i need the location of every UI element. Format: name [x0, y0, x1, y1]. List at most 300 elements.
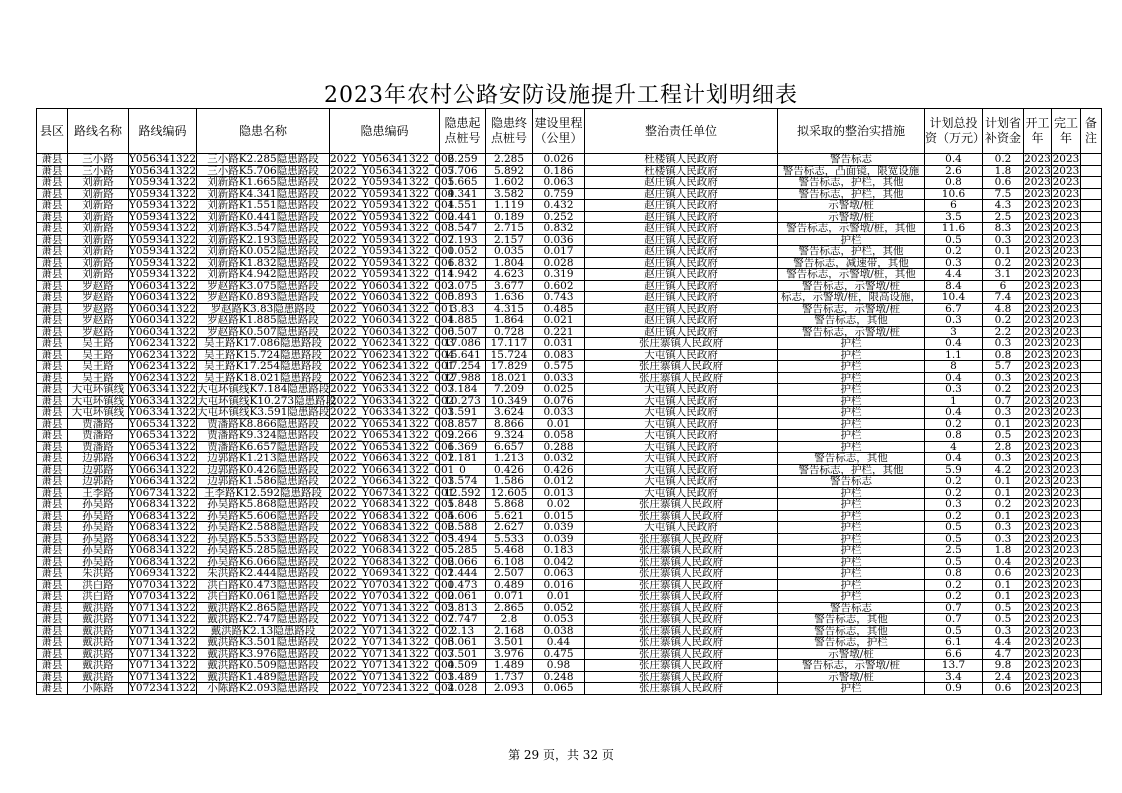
- cell-end-stake: 1.586: [486, 476, 533, 488]
- cell-length-km: 0.053: [533, 614, 585, 626]
- table-row: [37, 487, 1102, 499]
- cell-end-year: 2023: [1052, 601, 1080, 614]
- cell-provincial-subsidy: 0.3: [983, 372, 1024, 384]
- cell-hazard-name: 洪白路K0.473隐患路段: [197, 579, 330, 591]
- cell-remarks: [1081, 683, 1102, 695]
- cell-start-year: 2023: [1024, 256, 1051, 269]
- cell-end-stake: 0.035: [486, 246, 533, 258]
- cell-start-year: 2023: [1024, 509, 1051, 522]
- cell-responsible-unit: 赵庄镇人民政府: [585, 303, 778, 315]
- cell-end-year: 2023: [1052, 256, 1080, 269]
- cell-start-stake: 7.184: [440, 384, 486, 396]
- cell-responsible-unit: 张庄寨镇人民政府: [585, 510, 778, 522]
- cell-measures: 警告标志，护栏，其他: [778, 188, 925, 200]
- cell-end-stake: 2.715: [486, 223, 533, 235]
- cell-total-investment: 0.4: [925, 338, 983, 350]
- cell-county: 萧县: [37, 499, 68, 511]
- cell-route-name: 贾潘路: [68, 418, 129, 430]
- cell-route-name: 王李路: [68, 487, 129, 499]
- cell-provincial-subsidy: 0.1: [983, 418, 1024, 430]
- cell-hazard-name: 三小路K2.285隐患路段: [197, 154, 330, 166]
- cell-route-name: 小陈路: [68, 683, 129, 695]
- cell-route-code: Y071341322: [129, 613, 197, 625]
- cell-responsible-unit: 大屯镇人民政府: [585, 476, 778, 488]
- cell-remarks: [1081, 556, 1102, 568]
- cell-responsible-unit: 张庄寨镇人民政府: [585, 671, 778, 683]
- cell-responsible-unit: 赵庄镇人民政府: [585, 257, 778, 269]
- cell-responsible-unit: 张庄寨镇人民政府: [585, 591, 778, 603]
- cell-remarks: [1081, 418, 1102, 430]
- cell-responsible-unit: 大屯镇人民政府: [585, 487, 778, 499]
- cell-end-year: 2023: [1052, 659, 1080, 671]
- cell-provincial-subsidy: 4.4: [983, 637, 1024, 649]
- table-row: [37, 303, 1102, 315]
- table-row: [37, 177, 1102, 189]
- cell-responsible-unit: 大屯镇人民政府: [585, 430, 778, 442]
- cell-route-code: Y071341322: [129, 670, 197, 683]
- cell-hazard-name: 贾潘路K6.657隐患路段: [197, 441, 330, 453]
- table-row: [37, 372, 1102, 384]
- cell-end-year: 2023: [1052, 590, 1080, 602]
- cell-remarks: [1081, 165, 1102, 177]
- cell-remarks: [1081, 637, 1102, 649]
- cell-responsible-unit: 赵庄镇人民政府: [585, 223, 778, 235]
- cell-provincial-subsidy: 0.5: [983, 614, 1024, 626]
- cell-hazard-name: 大屯环镇线K3.591隐患路段: [197, 406, 330, 418]
- cell-remarks: [1081, 315, 1102, 327]
- cell-length-km: 0.98: [533, 660, 585, 672]
- cell-remarks: [1081, 602, 1102, 614]
- cell-start-year: 2023: [1024, 406, 1051, 418]
- table-row: [37, 269, 1102, 281]
- cell-start-year: 2023: [1024, 348, 1051, 361]
- cell-start-stake: 0.441: [440, 211, 486, 223]
- cell-route-code: Y056341322: [129, 164, 197, 177]
- cell-total-investment: 0.5: [925, 533, 983, 545]
- cell-provincial-subsidy: 7.4: [983, 292, 1024, 304]
- cell-hazard-code: 2022_Y060341322_004: [330, 314, 455, 326]
- cell-county: 萧县: [37, 292, 68, 304]
- cell-total-investment: 6.1: [925, 637, 983, 649]
- cell-end-stake: 0.426: [486, 464, 533, 476]
- cell-responsible-unit: 张庄寨镇人民政府: [585, 533, 778, 545]
- cell-total-investment: 10.4: [925, 292, 983, 304]
- header-remarks: 备注: [1081, 109, 1102, 154]
- cell-end-stake: 5.868: [486, 499, 533, 511]
- cell-measures: 警告标志，其他: [778, 453, 925, 465]
- cell-county: 萧县: [37, 545, 68, 557]
- cell-route-code: Y065341322: [129, 417, 197, 430]
- cell-remarks: [1081, 361, 1102, 373]
- cell-responsible-unit: 赵庄镇人民政府: [585, 177, 778, 189]
- cell-start-stake: 12.592: [440, 487, 486, 499]
- cell-responsible-unit: 张庄寨镇人民政府: [585, 338, 778, 350]
- cell-hazard-name: 罗赵路K3.075隐患路段: [197, 280, 330, 292]
- cell-remarks: [1081, 430, 1102, 442]
- cell-hazard-name: 戴洪路K0.509隐患路段: [197, 660, 330, 672]
- cell-hazard-code: 2022_Y059341322_009: [330, 187, 455, 200]
- cell-total-investment: 11.6: [925, 223, 983, 235]
- cell-hazard-code: 2022_Y059341322_001: [330, 245, 455, 257]
- cell-end-stake: 1.489: [486, 660, 533, 672]
- cell-remarks: [1081, 476, 1102, 488]
- cell-route-code: Y060341322: [129, 279, 197, 292]
- cell-end-year: 2023: [1052, 233, 1080, 246]
- cell-length-km: 0.028: [533, 257, 585, 269]
- cell-responsible-unit: 张庄寨镇人民政府: [585, 625, 778, 637]
- cell-end-stake: 2.507: [486, 568, 533, 580]
- cell-remarks: [1081, 234, 1102, 246]
- cell-measures: 护栏: [778, 579, 925, 591]
- cell-route-name: 罗赵路: [68, 292, 129, 304]
- cell-hazard-name: 吴王路K17.086隐患路段: [197, 338, 330, 350]
- cell-length-km: 0.759: [533, 188, 585, 200]
- table-row: [37, 499, 1102, 511]
- cell-route-code: Y071341322: [129, 659, 197, 671]
- cell-length-km: 0.186: [533, 165, 585, 177]
- cell-responsible-unit: 张庄寨镇人民政府: [585, 499, 778, 511]
- cell-measures: 护栏: [778, 487, 925, 499]
- cell-provincial-subsidy: 0.1: [983, 476, 1024, 488]
- cell-end-year: 2023: [1052, 498, 1080, 510]
- cell-start-year: 2023: [1024, 417, 1051, 430]
- cell-remarks: [1081, 510, 1102, 522]
- cell-end-stake: 2.093: [486, 683, 533, 695]
- cell-start-year: 2023: [1024, 187, 1051, 200]
- cell-route-code: Y068341322: [129, 532, 197, 545]
- cell-length-km: 0.319: [533, 269, 585, 281]
- cell-hazard-code: 2022_Y070341322_001: [330, 578, 455, 591]
- cell-total-investment: 0.5: [925, 556, 983, 568]
- cell-end-stake: 18.021: [486, 372, 533, 384]
- cell-remarks: [1081, 487, 1102, 499]
- cell-hazard-name: 贾潘路K9.324隐患路段: [197, 430, 330, 442]
- cell-hazard-name: 罗赵路K1.885隐患路段: [197, 315, 330, 327]
- cell-length-km: 0.065: [533, 683, 585, 695]
- cell-hazard-name: 大屯环镇线K7.184隐患路段: [197, 383, 330, 395]
- cell-hazard-code: 2022_Y056341322_007: [330, 164, 455, 177]
- header-start-stake: 隐患起点桩号: [440, 109, 486, 154]
- cell-start-year: 2023: [1024, 498, 1051, 510]
- table-row: [37, 637, 1102, 649]
- cell-hazard-code: 2022_Y059341322_006: [330, 256, 455, 269]
- cell-end-stake: 4.315: [486, 303, 533, 315]
- cell-responsible-unit: 张庄寨镇人民政府: [585, 660, 778, 672]
- cell-hazard-code: 2022_Y060341322_001: [330, 302, 455, 315]
- cell-route-code: Y060341322: [129, 325, 197, 338]
- cell-route-code: Y060341322: [129, 302, 197, 315]
- cell-end-year: 2023: [1052, 187, 1080, 200]
- cell-route-name: 边郭路: [68, 476, 129, 488]
- table-row: [37, 660, 1102, 672]
- cell-remarks: [1081, 395, 1102, 407]
- cell-county: 萧县: [37, 591, 68, 603]
- cell-measures: 警告标志，示警墩/桩，其他: [778, 223, 925, 235]
- cell-county: 萧县: [37, 579, 68, 591]
- cell-route-name: 贾潘路: [68, 430, 129, 442]
- cell-measures: 护栏: [778, 349, 925, 361]
- cell-start-year: 2023: [1024, 486, 1051, 499]
- cell-route-name: 贾潘路: [68, 441, 129, 453]
- cell-route-code: Y059341322: [129, 199, 197, 211]
- cell-responsible-unit: 张庄寨镇人民政府: [585, 648, 778, 660]
- cell-route-name: 刘新路: [68, 211, 129, 223]
- cell-end-year: 2023: [1052, 394, 1080, 407]
- cell-end-year: 2023: [1052, 153, 1080, 165]
- cell-measures: 警告标志，凸面镜，限宽设施: [778, 165, 925, 177]
- cell-total-investment: 0.8: [925, 568, 983, 580]
- cell-total-investment: 2.5: [925, 545, 983, 557]
- cell-measures: 示警墩/桩: [778, 671, 925, 683]
- cell-responsible-unit: 赵庄镇人民政府: [585, 211, 778, 223]
- cell-hazard-name: 罗赵路K0.893隐患路段: [197, 292, 330, 304]
- cell-end-stake: 2.168: [486, 625, 533, 637]
- cell-start-stake: 2.193: [440, 234, 486, 246]
- cell-responsible-unit: 杜楼镇人民政府: [585, 165, 778, 177]
- cell-route-name: 三小路: [68, 154, 129, 166]
- cell-start-stake: 6.066: [440, 556, 486, 568]
- cell-end-year: 2023: [1052, 555, 1080, 568]
- cell-hazard-name: 吴王路K17.254隐患路段: [197, 361, 330, 373]
- cell-total-investment: 0.3: [925, 257, 983, 269]
- cell-measures: 护栏: [778, 568, 925, 580]
- cell-route-code: Y056341322: [129, 153, 197, 165]
- cell-start-stake: 3.591: [440, 407, 486, 419]
- cell-end-year: 2023: [1052, 429, 1080, 441]
- cell-hazard-name: 刘新路K2.193隐患路段: [197, 234, 330, 246]
- cell-responsible-unit: 大屯镇人民政府: [585, 453, 778, 465]
- cell-length-km: 0.052: [533, 602, 585, 614]
- cell-start-stake: 2.259: [440, 154, 486, 166]
- cell-county: 萧县: [37, 280, 68, 292]
- cell-responsible-unit: 赵庄镇人民政府: [585, 269, 778, 281]
- cell-route-name: 吴王路: [68, 361, 129, 373]
- cell-start-stake: 10.273: [440, 395, 486, 407]
- cell-total-investment: 8.4: [925, 280, 983, 292]
- cell-start-year: 2023: [1024, 636, 1051, 648]
- cell-total-investment: 3.5: [925, 211, 983, 223]
- cell-end-stake: 1.864: [486, 315, 533, 327]
- cell-total-investment: 6: [925, 200, 983, 212]
- cell-route-code: Y060341322: [129, 291, 197, 303]
- cell-total-investment: 0.3: [925, 384, 983, 396]
- cell-measures: 护栏: [778, 361, 925, 373]
- cell-total-investment: 3.4: [925, 671, 983, 683]
- cell-start-stake: 2.444: [440, 568, 486, 580]
- cell-remarks: [1081, 533, 1102, 545]
- table-row: [37, 648, 1102, 660]
- cell-end-stake: 4.623: [486, 269, 533, 281]
- cell-measures: 警告标志，护栏: [778, 637, 925, 649]
- cell-start-year: 2023: [1024, 337, 1051, 349]
- cell-provincial-subsidy: 4.7: [983, 648, 1024, 660]
- cell-county: 萧县: [37, 533, 68, 545]
- cell-remarks: [1081, 453, 1102, 465]
- cell-responsible-unit: 张庄寨镇人民政府: [585, 556, 778, 568]
- cell-provincial-subsidy: 0.3: [983, 533, 1024, 545]
- cell-route-name: 刘新路: [68, 257, 129, 269]
- cell-hazard-code: 2022_Y069341322_001: [330, 567, 455, 579]
- cell-hazard-code: 2022_Y060341322_006: [330, 325, 455, 338]
- cell-remarks: [1081, 338, 1102, 350]
- cell-hazard-code: 2022_Y071341322_002: [330, 624, 455, 637]
- cell-route-name: 边郭路: [68, 464, 129, 476]
- cell-total-investment: 0.2: [925, 418, 983, 430]
- cell-end-year: 2023: [1052, 279, 1080, 292]
- cell-start-year: 2023: [1024, 463, 1051, 476]
- cell-route-code: Y065341322: [129, 440, 197, 453]
- cell-measures: 警告标志，示警墩/桩: [778, 326, 925, 338]
- cell-provincial-subsidy: 0.1: [983, 591, 1024, 603]
- page-title: 2023年农村公路安防设施提升工程计划明细表: [324, 83, 798, 108]
- table-header: [37, 109, 1102, 154]
- cell-county: 萧县: [37, 269, 68, 281]
- cell-provincial-subsidy: 2.5: [983, 211, 1024, 223]
- cell-responsible-unit: 张庄寨镇人民政府: [585, 683, 778, 695]
- cell-end-stake: 3.677: [486, 280, 533, 292]
- cell-hazard-code: 2022_Y067341322_001: [330, 486, 455, 499]
- cell-start-stake: 1.181: [440, 453, 486, 465]
- cell-end-stake: 2.285: [486, 154, 533, 166]
- cell-length-km: 0.183: [533, 545, 585, 557]
- cell-end-stake: 0.728: [486, 326, 533, 338]
- cell-county: 萧县: [37, 361, 68, 373]
- cell-route-code: Y071341322: [129, 601, 197, 614]
- cell-remarks: [1081, 211, 1102, 223]
- cell-start-stake: 2.747: [440, 614, 486, 626]
- cell-hazard-code: 2022_Y071341322_003: [330, 670, 455, 683]
- cell-length-km: 0.743: [533, 292, 585, 304]
- cell-end-stake: 1.213: [486, 453, 533, 465]
- cell-hazard-code: 2022_Y066341322_003: [330, 475, 455, 487]
- cell-county: 萧县: [37, 464, 68, 476]
- cell-end-year: 2023: [1052, 337, 1080, 349]
- cell-provincial-subsidy: 0.2: [983, 315, 1024, 327]
- cell-end-stake: 2.157: [486, 234, 533, 246]
- cell-measures: 护栏: [778, 430, 925, 442]
- cell-responsible-unit: 大屯镇人民政府: [585, 395, 778, 407]
- cell-length-km: 0.039: [533, 522, 585, 534]
- cell-hazard-code: 2022_Y065341322_001: [330, 440, 455, 453]
- table-row: [37, 441, 1102, 453]
- cell-remarks: [1081, 154, 1102, 166]
- header-start-year: 开工年: [1024, 109, 1052, 154]
- cell-length-km: 0.042: [533, 556, 585, 568]
- cell-length-km: 0.076: [533, 395, 585, 407]
- cell-measures: 护栏: [778, 418, 925, 430]
- cell-start-stake: 1.551: [440, 200, 486, 212]
- cell-route-name: 罗赵路: [68, 326, 129, 338]
- cell-route-code: Y066341322: [129, 475, 197, 487]
- cell-hazard-name: 孙吴路K5.606隐患路段: [197, 510, 330, 522]
- cell-start-year: 2023: [1024, 555, 1051, 568]
- cell-start-year: 2023: [1024, 222, 1051, 234]
- cell-route-name: 三小路: [68, 165, 129, 177]
- cell-length-km: 0.575: [533, 361, 585, 373]
- cell-hazard-name: 边郭路K1.586隐患路段: [197, 476, 330, 488]
- cell-measures: 护栏: [778, 533, 925, 545]
- cell-start-stake: 17.086: [440, 338, 486, 350]
- cell-start-year: 2023: [1024, 245, 1051, 257]
- cell-provincial-subsidy: 3.1: [983, 269, 1024, 281]
- cell-hazard-code: 2022_Y060341322_005: [330, 291, 455, 303]
- cell-measures: 护栏: [778, 499, 925, 511]
- cell-start-year: 2023: [1024, 268, 1051, 280]
- cell-county: 萧县: [37, 602, 68, 614]
- cell-start-stake: 17.988: [440, 372, 486, 384]
- cell-total-investment: 0.8: [925, 430, 983, 442]
- cell-route-name: 孙吴路: [68, 533, 129, 545]
- cell-county: 萧县: [37, 430, 68, 442]
- cell-end-year: 2023: [1052, 199, 1080, 211]
- cell-route-name: 戴洪路: [68, 614, 129, 626]
- cell-end-year: 2023: [1052, 636, 1080, 648]
- cell-hazard-code: 2022_Y063341322_001: [330, 406, 455, 418]
- cell-end-year: 2023: [1052, 406, 1080, 418]
- cell-length-km: 0.01: [533, 418, 585, 430]
- table-row: [37, 614, 1102, 626]
- cell-provincial-subsidy: 0.3: [983, 522, 1024, 534]
- cell-measures: 护栏: [778, 338, 925, 350]
- cell-end-year: 2023: [1052, 682, 1080, 694]
- cell-start-stake: 0.507: [440, 326, 486, 338]
- cell-county: 萧县: [37, 648, 68, 660]
- cell-end-year: 2023: [1052, 613, 1080, 625]
- cell-county: 萧县: [37, 441, 68, 453]
- cell-route-name: 洪白路: [68, 579, 129, 591]
- cell-provincial-subsidy: 0.1: [983, 510, 1024, 522]
- cell-start-stake: 0.052: [440, 246, 486, 258]
- cell-total-investment: 0.4: [925, 372, 983, 384]
- cell-responsible-unit: 大屯镇人民政府: [585, 441, 778, 453]
- cell-route-name: 大屯环镇线: [68, 407, 129, 419]
- cell-start-stake: 1.489: [440, 671, 486, 683]
- cell-start-year: 2023: [1024, 210, 1051, 223]
- cell-start-stake: 6.369: [440, 441, 486, 453]
- cell-provincial-subsidy: 0.3: [983, 338, 1024, 350]
- cell-responsible-unit: 赵庄镇人民政府: [585, 188, 778, 200]
- cell-start-stake: 8.857: [440, 418, 486, 430]
- cell-remarks: [1081, 372, 1102, 384]
- header-row: [37, 109, 1102, 154]
- cell-county: 萧县: [37, 522, 68, 534]
- cell-total-investment: 2.6: [925, 165, 983, 177]
- cell-hazard-name: 边郭路K1.213隐患路段: [197, 453, 330, 465]
- cell-responsible-unit: 张庄寨镇人民政府: [585, 545, 778, 557]
- cell-hazard-name: 刘新路K1.665隐患路段: [197, 177, 330, 189]
- cell-end-year: 2023: [1052, 371, 1080, 384]
- cell-total-investment: 0.4: [925, 154, 983, 166]
- cell-remarks: [1081, 292, 1102, 304]
- cell-hazard-name: 大屯环镇线K10.273隐患路段: [197, 394, 337, 407]
- cell-provincial-subsidy: 0.4: [983, 556, 1024, 568]
- cell-remarks: [1081, 545, 1102, 557]
- cell-start-stake: 5.494: [440, 533, 486, 545]
- cell-start-year: 2023: [1024, 475, 1051, 487]
- table-row: [37, 154, 1102, 166]
- cell-route-name: 刘新路: [68, 223, 129, 235]
- cell-route-code: Y062341322: [129, 360, 197, 372]
- cell-provincial-subsidy: 0.1: [983, 246, 1024, 258]
- cell-provincial-subsidy: 0.5: [983, 602, 1024, 614]
- cell-route-name: 吴王路: [68, 338, 129, 350]
- cell-provincial-subsidy: 7.5: [983, 188, 1024, 200]
- cell-county: 萧县: [37, 372, 68, 384]
- cell-end-year: 2023: [1052, 475, 1080, 487]
- cell-remarks: [1081, 349, 1102, 361]
- cell-hazard-name: 戴洪路K2.13隐患路段: [197, 625, 330, 637]
- table-row: [37, 683, 1102, 695]
